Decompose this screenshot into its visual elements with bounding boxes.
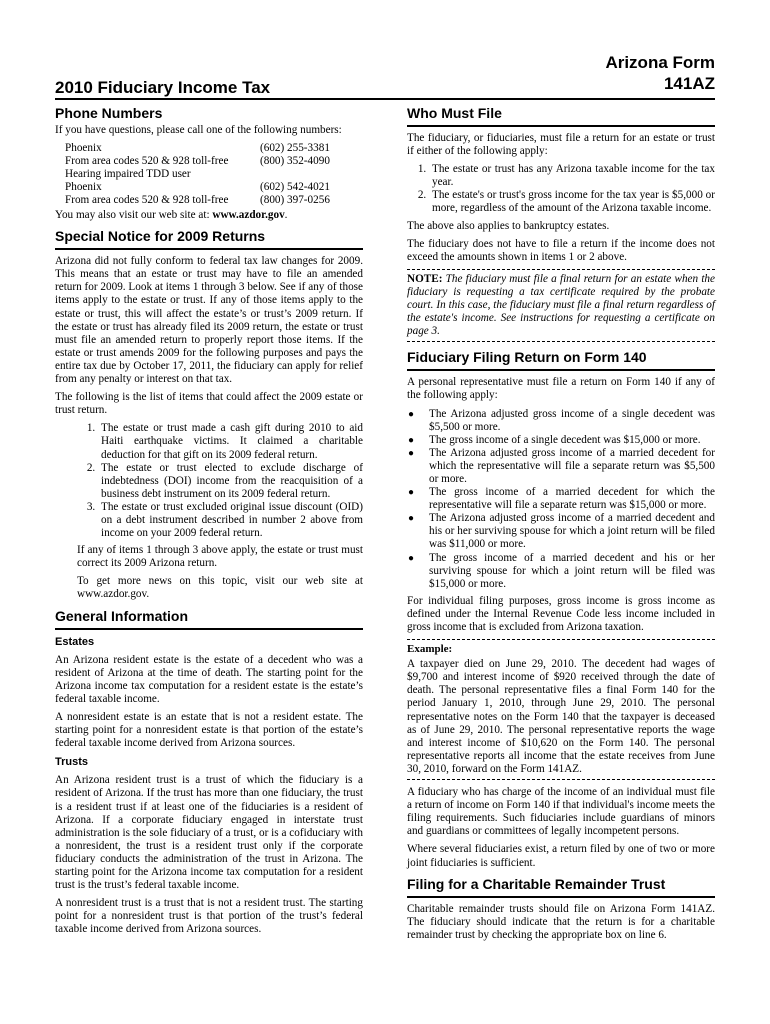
- bullet-icon: ●: [408, 434, 415, 446]
- trusts-paragraph: An Arizona resident trust is a trust of which the fiduciary is a resident of Arizona. If the trust has more than one fiduciary, the trust is a resident trust if at least one of the fiduciaries is a resident of Arizona. If a corporate fiduciary engaged in interstate trust administration is the sole fiduciary of a trust, or is a cofiduciary with a nonresident, the trust is a resident trust only if the corporate fiduciary conducts the administration of the trust in Arizona. The starting point for the Arizona income tax computation for a resident trust is the trust’s federal taxable income.: [55, 774, 363, 892]
- bullet-icon: ●: [408, 552, 415, 564]
- special-notice-paragraph: Arizona did not fully conform to federal tax law changes for 2009. This means that an estate or trust may have to file an amended return for 2009. Look at items 1 through 3 below. See if any of those items apply to the estate or trust. If any of those items apply to the estate or trust, this will affect the estate’s or trust’s 2009 return. If the estate or trust has already filed its 2009 return, the estate or trust must file an amended return to properly report those items. If the estate or trust amends 2009 for the following purposes and pays the entire tax due by October 17, 2011, the fiduciary can apply for relief from any penalty or interest on that tax.: [55, 255, 363, 386]
- list-item: [408, 446, 715, 486]
- who-must-file-heading: Who Must File: [407, 104, 715, 127]
- form-140-paragraph: A fiduciary who has charge of the income of an individual must file a return of income on Form 140 if that individual's income meets the filing requirements. Such fiduciaries include guardians of minors and guardians or committees of legally incompetent persons.: [407, 786, 715, 838]
- list-item: 2. The estate or trust elected to exclude discharge of indebtedness (DOI) income from the reacquisition of a business debt instrument on its 2009 federal return.: [98, 462, 363, 501]
- form-name: [515, 52, 715, 94]
- bullet-icon: ●: [408, 513, 415, 525]
- list-item: [408, 407, 715, 434]
- phone-label: From area codes 520 & 928 toll-free: [65, 155, 229, 168]
- web-site-link[interactable]: www.azdor.gov: [212, 209, 285, 222]
- trusts-paragraph: A nonresident trust is a trust that is not a resident trust. The starting point for a nonresident trust is that portion of the trust’s federal taxable income derived from Arizona sources.: [55, 897, 363, 936]
- note-label: NOTE:: [407, 272, 443, 285]
- charitable-remainder-trust-paragraph: Charitable remainder trusts should file on Arizona Form 141AZ. The fiduciary should indicate that the return is for a charitable remainder trust by checking the appropriate box on line 6.: [407, 902, 715, 941]
- note-box: [407, 269, 715, 342]
- left-column: [55, 104, 363, 942]
- form-140-bullets: [407, 408, 715, 591]
- web-site-prefix: You may also visit our web site at:: [55, 209, 213, 222]
- bullet-text: The Arizona adjusted gross income of a single decedent was $5,500 or more.: [429, 407, 715, 433]
- who-must-file-paragraph: The above also applies to bankruptcy estates.: [407, 219, 610, 232]
- list-item: [408, 512, 715, 551]
- form-140-paragraph: A personal representative must file a return on Form 140 if any of the following apply:: [407, 376, 715, 402]
- list-item: 3. The estate or trust excluded original issue discount (OID) on a debt instrument described in number 2 above from income on your 2009 federal return.: [98, 501, 363, 540]
- phone-numbers-heading: Phone Numbers: [55, 105, 163, 121]
- bullet-text: The Arizona adjusted gross income of a married decedent and his or her surviving spouse for which a joint return will be filed was $11,000 or more.: [429, 512, 715, 551]
- form-name-line2: 141AZ: [663, 74, 715, 93]
- header-rule: [55, 98, 715, 100]
- who-must-file-paragraph: The fiduciary does not have to file a return if the income does not exceed the amounts shown in items 1 or 2 above.: [407, 237, 715, 263]
- trusts-heading: Trusts: [55, 756, 89, 769]
- phone-number: (800) 397-0256: [260, 194, 330, 207]
- estates-paragraph: An Arizona resident estate is the estate of a decedent who was a resident of Arizona at the time of death. The starting point for the Arizona income tax computation for a resident estate is the estate’s federal taxable income.: [55, 653, 363, 705]
- form-140-heading: Fiduciary Filing Return on Form 140: [407, 348, 715, 371]
- form-name-line1: Arizona Form: [605, 53, 715, 72]
- phone-label: Phoenix: [65, 181, 102, 194]
- form-140-paragraph: For individual filing purposes, gross income is gross income as defined under the Internal Revenue Code less income included in gross income that is excluded from Arizona taxation.: [407, 594, 715, 633]
- phone-row: [65, 155, 363, 168]
- phone-number: (602) 542-4021: [260, 181, 330, 194]
- list-item: [408, 433, 715, 447]
- list-item: [408, 486, 715, 512]
- list-item: 1. The estate or trust made a cash gift during 2010 to aid Haiti earthquake victims. It claimed a charitable deduction for that gift on its 2009 federal return.: [98, 422, 363, 461]
- phone-label: Hearing impaired TDD user: [65, 168, 191, 181]
- phone-label: From area codes 520 & 928 toll-free: [65, 194, 229, 207]
- special-notice-heading: Special Notice for 2009 Returns: [55, 227, 363, 250]
- estates-paragraph: A nonresident estate is an estate that is not a resident estate. The starting point for a nonresident estate is that portion of the estate’s federal taxable income derived from Arizona sources.: [55, 711, 363, 750]
- special-notice-items: [55, 422, 363, 540]
- who-must-file-items: [407, 163, 715, 215]
- bullet-text: The gross income of a single decedent was $15,000 or more.: [429, 433, 701, 446]
- charitable-remainder-trust-heading: Filing for a Charitable Remainder Trust: [407, 875, 715, 898]
- phone-label: Phoenix: [65, 142, 102, 155]
- form-140-paragraph: Where several fiduciaries exist, a return filed by one of two or more joint fiduciaries is sufficient.: [407, 843, 715, 869]
- special-notice-paragraph: To get more news on this topic, visit our web site at www.azdor.gov.: [77, 575, 363, 601]
- list-item: 2. The estate's or trust's gross income for the tax year is $5,000 or more, regardless of the amount of the Arizona taxable income.: [429, 189, 715, 215]
- phone-row: [65, 142, 363, 155]
- special-notice-paragraph: If any of items 1 through 3 above apply, the estate or trust must correct its 2009 Arizona return.: [77, 544, 363, 570]
- general-information-heading: General Information: [55, 607, 363, 630]
- bullet-text: The gross income of a married decedent for which the representative will file a separate return was $15,000 or more.: [429, 486, 715, 512]
- who-must-file-paragraph: The fiduciary, or fiduciaries, must file a return for an estate or trust if either of the following apply:: [407, 132, 715, 158]
- document-title: 2010 Fiduciary Income Tax: [55, 78, 271, 97]
- web-site-line: [55, 209, 363, 222]
- special-notice-paragraph: The following is the list of items that could affect the 2009 estate or trust return.: [55, 391, 363, 417]
- bullet-icon: ●: [408, 487, 415, 499]
- web-site-suffix: .: [284, 209, 288, 222]
- phone-row: [65, 194, 363, 207]
- phone-intro: If you have questions, please call one of the following numbers:: [55, 124, 342, 136]
- bullet-icon: ●: [408, 447, 415, 459]
- list-item: 1. The estate or trust has any Arizona taxable income for the tax year.: [429, 163, 715, 189]
- phone-number: (602) 255-3381: [260, 142, 330, 155]
- list-item: [408, 551, 715, 591]
- example-heading: Example:: [407, 643, 453, 656]
- phone-number: [260, 168, 350, 181]
- bullet-text: The gross income of a married decedent and his or her surviving spouse for which a joint return will be filed was $15,000 or more.: [429, 551, 715, 590]
- phone-row: [65, 181, 363, 194]
- bullet-text: The Arizona adjusted gross income of a married decedent for which the representative will file a separate return was $5,500 or more.: [429, 446, 715, 485]
- right-column: [407, 104, 715, 947]
- phone-table: [65, 142, 363, 207]
- estates-heading: Estates: [55, 635, 95, 648]
- example-text: A taxpayer died on June 29, 2010. The decedent had wages of $9,700 and interest income of $920 received through the date of death. The personal representative files a final Form 140 for the period January 1, 2010, through June 29, 2010. The personal representative notes on the Form 140 that the taxpayer is deceased as of June 29, 2010. The personal representative reports the wage and interest income of $10,620 on the Form 140. The personal representative reports all income that the estate receives from June 30, 2010, forward on the Form 141AZ.: [407, 658, 715, 775]
- bullet-icon: ●: [408, 408, 415, 420]
- phone-number: (800) 352-4090: [260, 155, 330, 168]
- phone-row: [65, 168, 363, 181]
- note-text: The fiduciary must file a final return for an estate when the fiduciary is requesting a tax certificate required by the probate court. In this case, the fiduciary must file a final return regardless of the estate's income. See instructions for requesting a certificate on page 3.: [407, 272, 715, 338]
- example-box: [407, 639, 715, 780]
